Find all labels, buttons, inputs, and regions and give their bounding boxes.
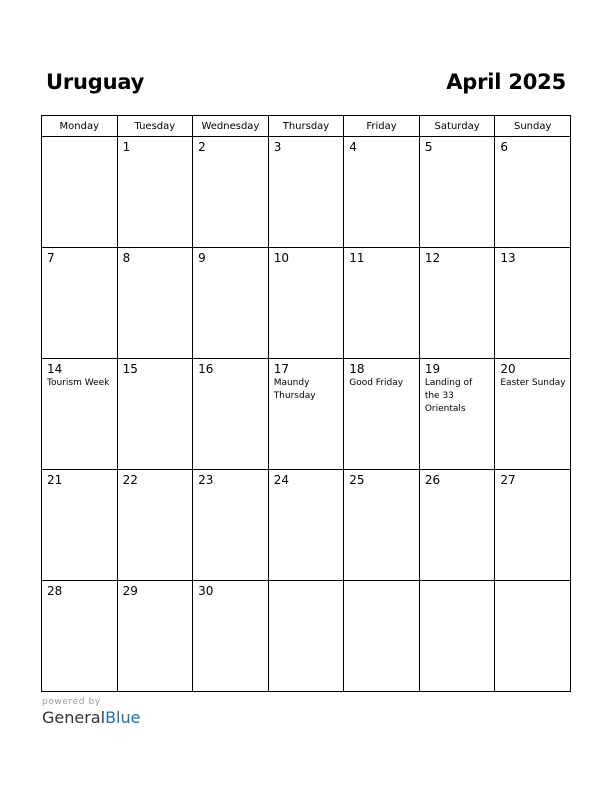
day-cell [495,359,571,470]
day-cell [419,359,495,470]
day-cell [344,581,420,692]
day-number: 17 [273,362,289,376]
weekday-header: Friday [344,116,420,137]
day-cell [419,581,495,692]
day-number: 6 [500,140,509,154]
weekday-header: Saturday [419,116,495,137]
day-cell [495,470,571,581]
day-cell [117,470,193,581]
day-cell [193,137,269,248]
day-number: 19 [424,362,441,376]
generalblue-logo[interactable] [42,708,140,728]
footer-branding [42,697,140,728]
day-number: 29 [122,584,138,598]
weekday-header: Thursday [268,116,344,137]
day-number: 28 [47,584,63,598]
day-number: 21 [47,473,63,487]
day-cell [268,248,344,359]
brand-general-text: General [42,708,106,727]
day-number: 18 [349,362,365,376]
weekday-header: Sunday [495,116,571,137]
week-row [42,137,571,248]
holiday-label: Easter Sunday [500,378,566,388]
day-cell [42,581,118,692]
day-cell [42,470,118,581]
country-title: Uruguay [46,70,145,94]
holiday-label: Maundy Thursday [273,378,316,401]
day-number: 22 [122,473,138,487]
day-number: 3 [273,140,282,154]
holiday-label: Landing of the 33 Orientals [424,378,473,414]
day-cell [42,359,118,470]
day-cell [268,359,344,470]
day-number: 20 [500,362,516,376]
day-cell [344,137,420,248]
day-number: 1 [122,140,131,154]
day-number: 15 [122,362,138,376]
day-number: 2 [198,140,206,154]
weekday-header: Wednesday [193,116,269,137]
day-cell [268,470,344,581]
day-cell [268,581,344,692]
day-cell [117,359,193,470]
day-cell [344,248,420,359]
day-number: 5 [424,140,433,154]
day-number: 4 [349,140,357,154]
day-number: 12 [424,251,441,265]
calendar-grid [41,115,571,692]
day-number: 25 [349,473,365,487]
week-row [42,470,571,581]
weekday-header-row [42,116,571,137]
day-cell [193,248,269,359]
day-cell [117,581,193,692]
day-number: 27 [500,473,516,487]
day-number: 24 [273,473,289,487]
month-year-title: April 2025 [446,70,566,94]
day-cell [193,470,269,581]
day-cell [495,137,571,248]
day-number: 7 [47,251,55,265]
weekday-header: Tuesday [117,116,193,137]
day-number: 23 [198,473,214,487]
day-number: 10 [273,251,289,265]
day-cell [42,137,118,248]
day-cell [42,248,118,359]
weekday-header: Monday [42,116,118,137]
powered-by-text: powered by [42,697,101,707]
day-number: 30 [198,584,214,598]
day-number: 13 [500,251,516,265]
brand-blue-text: Blue [105,708,141,727]
day-number: 16 [198,362,214,376]
day-cell [268,137,344,248]
day-cell [419,470,495,581]
day-cell [344,359,420,470]
day-cell [419,137,495,248]
week-row [42,248,571,359]
day-cell [193,581,269,692]
day-cell [117,137,193,248]
day-number: 8 [122,251,131,265]
holiday-label: Tourism Week [47,378,110,388]
day-number: 11 [349,251,365,265]
day-number: 9 [198,251,206,265]
day-cell [495,581,571,692]
week-row [42,359,571,470]
day-cell [344,470,420,581]
day-number: 14 [47,362,63,376]
week-row [42,581,571,692]
day-cell [419,248,495,359]
day-number: 26 [424,473,441,487]
day-cell [117,248,193,359]
day-cell [495,248,571,359]
holiday-label: Good Friday [349,378,404,388]
day-cell [193,359,269,470]
